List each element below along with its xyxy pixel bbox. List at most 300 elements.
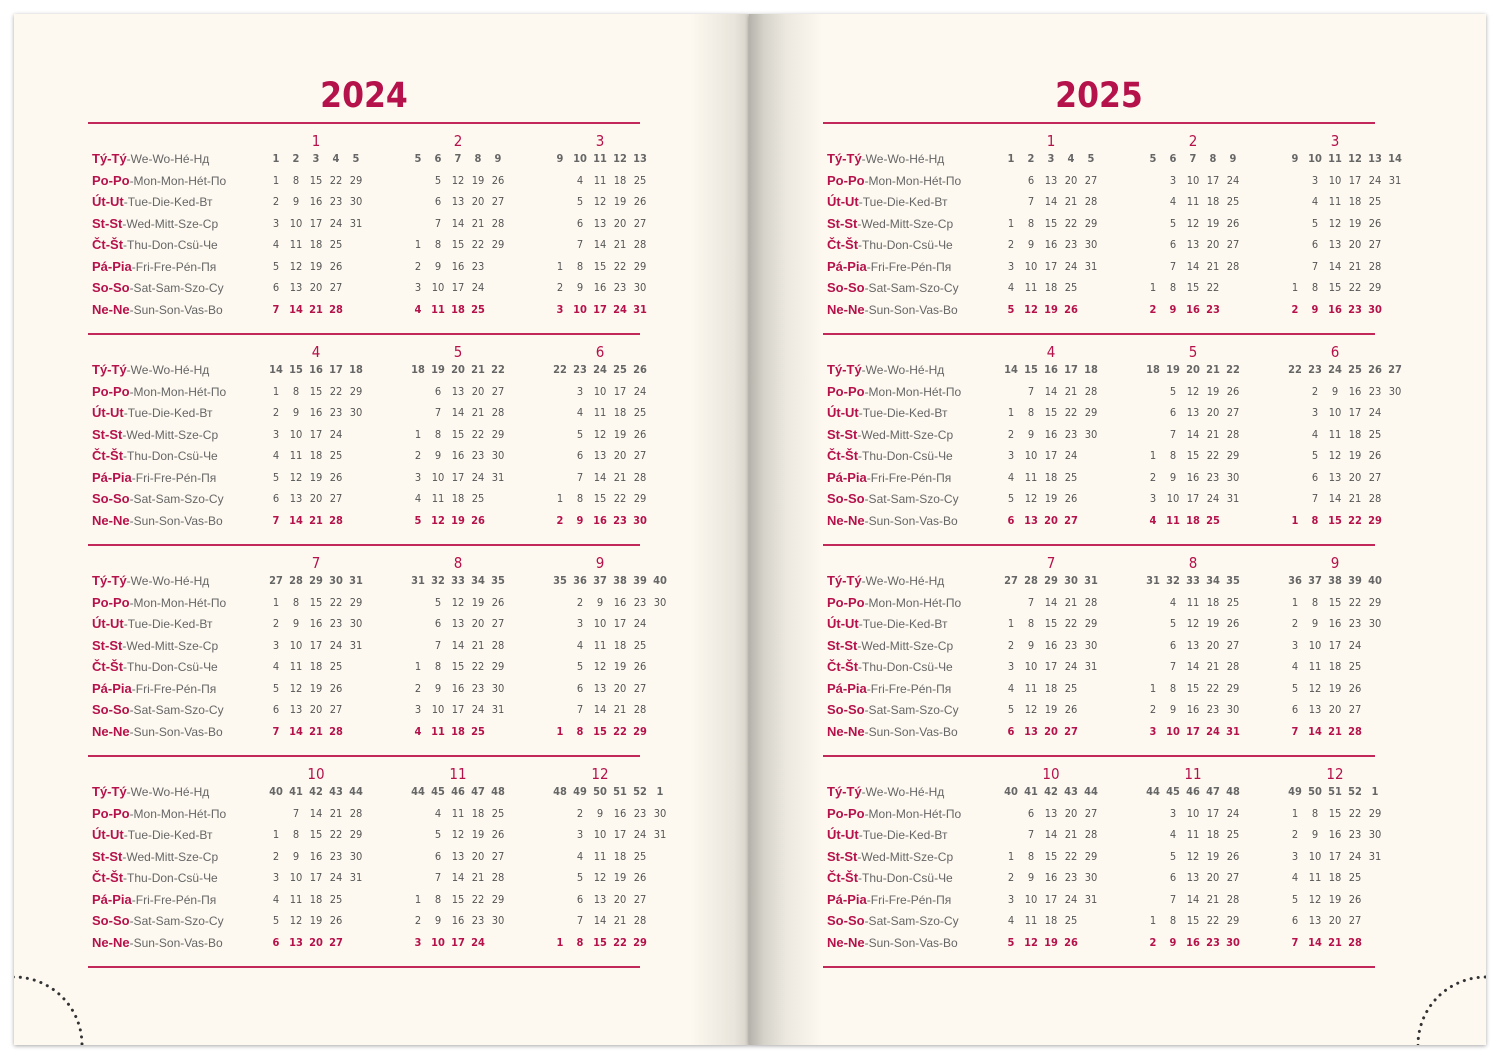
- date-cell: 6: [576, 892, 584, 906]
- month-number: 3: [595, 132, 605, 150]
- date-cell: 29: [1226, 681, 1240, 695]
- date-cell: 23: [613, 281, 627, 294]
- date-cell: 13: [451, 617, 465, 630]
- sunday-date: 29: [633, 724, 647, 738]
- date-cell: 16: [1328, 617, 1342, 630]
- date-cell: 6: [1169, 406, 1177, 419]
- week-number: 34: [1206, 574, 1220, 587]
- week-number: 2: [1027, 152, 1035, 165]
- weekday-label-czech: Út-Ut: [827, 827, 859, 842]
- week-number: 8: [1209, 152, 1217, 165]
- date-cell: 20: [1206, 638, 1220, 652]
- date-cell: 29: [1368, 281, 1382, 294]
- date-cell: 13: [1044, 173, 1058, 187]
- date-cell: 28: [1368, 492, 1382, 505]
- sunday-date: 4: [414, 724, 422, 738]
- date-cell: 19: [1206, 384, 1220, 398]
- quarter-rule: [823, 755, 1375, 757]
- date-cell: 25: [491, 806, 505, 820]
- date-cell: 21: [613, 914, 627, 927]
- date-cell: 21: [471, 216, 485, 230]
- date-cell: 17: [1206, 806, 1220, 820]
- date-cell: 12: [1186, 384, 1200, 398]
- date-cell: 17: [451, 281, 465, 294]
- date-cell: 20: [1206, 871, 1220, 884]
- date-cell: 14: [1044, 595, 1058, 609]
- weekday-label-czech: So-So: [827, 491, 865, 506]
- weekday-label-others: -Thu-Don-Csü-Че: [858, 449, 953, 463]
- date-cell: 29: [1084, 617, 1098, 630]
- date-cell: 23: [329, 406, 343, 419]
- date-cell: 16: [1044, 871, 1058, 884]
- date-cell: 13: [1186, 871, 1200, 884]
- weekday-legend: [827, 702, 959, 717]
- weekday-legend: [92, 935, 223, 950]
- date-cell: 25: [1348, 660, 1362, 673]
- week-number: 44: [1084, 785, 1098, 798]
- weekday-label-czech: So-So: [827, 702, 865, 717]
- date-cell: 4: [576, 406, 584, 419]
- week-number: 35: [491, 574, 505, 587]
- date-cell: 17: [1044, 660, 1058, 673]
- month-number: 6: [1330, 343, 1340, 361]
- date-cell: 25: [1064, 681, 1078, 695]
- weekday-label-czech: Pá-Pia: [827, 680, 867, 696]
- weekday-legend: [92, 151, 209, 166]
- date-cell: 25: [471, 492, 485, 505]
- date-cell: 24: [1368, 173, 1382, 187]
- date-cell: 11: [1308, 660, 1322, 673]
- weekday-label-others: -Tue-Die-Ked-Вт: [858, 406, 948, 420]
- date-cell: 20: [471, 195, 485, 208]
- date-cell: 27: [491, 617, 505, 630]
- date-cell: 6: [576, 216, 584, 230]
- date-cell: 14: [451, 871, 465, 884]
- weekday-label-czech: So-So: [827, 280, 865, 295]
- month-number: 4: [311, 343, 321, 361]
- weekday-legend: [92, 892, 216, 907]
- weekday-legend: [827, 659, 953, 674]
- date-cell: 17: [1328, 638, 1342, 652]
- date-cell: 11: [289, 892, 303, 906]
- date-cell: 15: [309, 828, 323, 841]
- date-cell: 30: [1388, 384, 1402, 398]
- weekday-legend: [92, 806, 226, 821]
- date-cell: 18: [1206, 595, 1220, 609]
- date-cell: 23: [329, 617, 343, 630]
- date-cell: 17: [309, 427, 323, 441]
- week-number: 36: [1288, 574, 1302, 587]
- weekday-label-others: -Fri-Fre-Pén-Пя: [866, 681, 952, 696]
- week-number: 5: [1087, 152, 1095, 165]
- date-cell: 5: [272, 914, 280, 927]
- date-cell: 9: [1169, 703, 1177, 716]
- date-cell: 12: [1024, 703, 1038, 716]
- date-cell: 28: [491, 406, 505, 419]
- date-cell: 18: [471, 806, 485, 820]
- weekday-label-czech: Út-Ut: [827, 405, 859, 420]
- date-cell: 6: [1291, 914, 1299, 927]
- date-cell: 11: [1186, 828, 1200, 841]
- date-cell: 23: [329, 195, 343, 208]
- date-cell: 10: [593, 384, 607, 398]
- sunday-date: 23: [1348, 302, 1362, 316]
- date-cell: 15: [1186, 281, 1200, 294]
- date-cell: 8: [434, 660, 442, 673]
- weekday-label-others: -Thu-Don-Csü-Че: [858, 871, 953, 885]
- weekday-label-others: -Wed-Mitt-Sze-Ср: [857, 427, 954, 442]
- week-number: 15: [1024, 363, 1038, 376]
- weekday-label-czech: Tý-Tý: [827, 362, 862, 377]
- weekday-label-czech: Út-Ut: [92, 827, 124, 842]
- weekday-label-others: -Fri-Fre-Pén-Пя: [866, 892, 952, 907]
- date-cell: 19: [1044, 492, 1058, 505]
- weekday-label-czech: Tý-Tý: [827, 151, 862, 166]
- week-number: 26: [633, 363, 647, 376]
- date-cell: 10: [431, 470, 445, 484]
- sunday-date: 15: [1328, 513, 1342, 527]
- date-cell: 10: [289, 427, 303, 441]
- weekday-legend: [827, 616, 947, 631]
- weekday-label-others: -We-Wo-Hé-Нд: [126, 574, 210, 588]
- sunday-date: 8: [576, 724, 584, 738]
- week-number: 26: [1368, 363, 1382, 376]
- date-cell: 4: [1007, 914, 1015, 927]
- date-cell: 18: [1044, 281, 1058, 294]
- weekday-label-czech: Čt-Št: [92, 659, 124, 674]
- date-cell: 4: [1311, 427, 1319, 441]
- sunday-date: 10: [431, 935, 445, 949]
- date-cell: 28: [1226, 259, 1240, 273]
- weekday-legend: [92, 573, 209, 588]
- week-number: 31: [1146, 574, 1160, 587]
- date-cell: 26: [329, 681, 343, 695]
- week-number: 14: [269, 363, 283, 376]
- sunday-date: 30: [1226, 935, 1240, 949]
- week-number: 11: [593, 152, 607, 165]
- week-number: 51: [613, 785, 627, 798]
- date-cell: 4: [576, 638, 584, 652]
- date-cell: 8: [1311, 806, 1319, 820]
- date-cell: 10: [1308, 638, 1322, 652]
- date-cell: 14: [1186, 892, 1200, 906]
- month-number: 8: [453, 554, 463, 572]
- date-cell: 8: [576, 492, 584, 505]
- date-cell: 7: [1169, 427, 1177, 441]
- date-cell: 29: [1368, 595, 1382, 609]
- date-cell: 20: [1328, 703, 1342, 716]
- date-cell: 1: [414, 238, 422, 251]
- quarter-rule: [88, 333, 640, 335]
- weekday-legend: [827, 513, 958, 528]
- weekday-legend: [827, 595, 961, 610]
- date-cell: 12: [451, 828, 465, 841]
- date-cell: 24: [1064, 892, 1078, 906]
- weekday-label-others: -Wed-Mitt-Sze-Ср: [122, 849, 219, 864]
- date-cell: 2: [272, 849, 280, 863]
- date-cell: 12: [289, 914, 303, 927]
- sunday-date: 22: [613, 935, 627, 949]
- date-cell: 16: [1044, 238, 1058, 251]
- date-cell: 23: [471, 914, 485, 927]
- date-cell: 27: [633, 681, 647, 695]
- right-page-2025: [749, 14, 1486, 1045]
- sunday-date: 6: [1007, 724, 1015, 738]
- date-cell: 19: [1044, 703, 1058, 716]
- weekday-label-others: -Sun-Son-Vas-Bo: [864, 513, 958, 528]
- date-cell: 7: [1027, 195, 1035, 208]
- weekday-label-czech: Čt-Št: [92, 237, 124, 252]
- weekday-label-czech: Po-Po: [827, 383, 865, 399]
- date-cell: 9: [596, 595, 604, 609]
- date-cell: 26: [1226, 849, 1240, 863]
- week-number: 18: [1084, 363, 1098, 376]
- date-cell: 8: [1027, 406, 1035, 419]
- weekday-legend: [827, 302, 958, 317]
- sunday-date: 30: [633, 513, 647, 527]
- date-cell: 12: [593, 427, 607, 441]
- weekday-label-others: -Mon-Mon-Hét-По: [864, 384, 962, 399]
- date-cell: 14: [309, 806, 323, 820]
- weekday-label-czech: Tý-Tý: [827, 573, 862, 588]
- weekday-label-czech: Po-Po: [92, 805, 130, 821]
- sunday-date: 22: [613, 724, 627, 738]
- date-cell: 21: [1064, 384, 1078, 398]
- date-cell: 5: [576, 660, 584, 673]
- date-cell: 15: [1328, 281, 1342, 294]
- date-cell: 3: [1007, 892, 1015, 906]
- date-cell: 6: [1291, 703, 1299, 716]
- date-cell: 16: [1186, 470, 1200, 484]
- date-cell: 21: [471, 638, 485, 652]
- date-cell: 18: [613, 849, 627, 863]
- weekday-legend: [92, 784, 209, 799]
- month-number: 11: [449, 765, 467, 783]
- date-cell: 7: [576, 238, 584, 251]
- month-number: 7: [311, 554, 321, 572]
- weekday-label-czech: Po-Po: [92, 594, 130, 610]
- date-cell: 22: [471, 238, 485, 251]
- weekday-legend: [92, 913, 224, 928]
- date-cell: 18: [613, 638, 627, 652]
- week-number: 27: [1004, 574, 1018, 587]
- date-cell: 28: [1084, 195, 1098, 208]
- date-cell: 18: [1044, 914, 1058, 927]
- week-number: 9: [1229, 152, 1237, 165]
- sunday-date: 11: [431, 724, 445, 738]
- week-number: 44: [1146, 785, 1160, 798]
- date-cell: 8: [1311, 281, 1319, 294]
- date-cell: 28: [1084, 384, 1098, 398]
- date-cell: 22: [471, 892, 485, 906]
- date-cell: 18: [1328, 660, 1342, 673]
- date-cell: 22: [471, 427, 485, 441]
- date-cell: 13: [451, 384, 465, 398]
- date-cell: 2: [1291, 828, 1299, 841]
- date-cell: 8: [292, 595, 300, 609]
- week-number: 10: [573, 152, 587, 165]
- date-cell: 9: [1331, 384, 1339, 398]
- date-cell: 22: [471, 660, 485, 673]
- week-number: 22: [1226, 363, 1240, 376]
- sunday-date: 9: [576, 513, 584, 527]
- date-cell: 18: [451, 492, 465, 505]
- date-cell: 30: [491, 449, 505, 462]
- weekday-label-others: -Mon-Mon-Hét-По: [129, 806, 227, 821]
- sunday-date: 12: [1024, 302, 1038, 316]
- date-cell: 20: [1206, 238, 1220, 251]
- date-cell: 10: [1186, 806, 1200, 820]
- sunday-date: 15: [593, 935, 607, 949]
- date-cell: 4: [1169, 595, 1177, 609]
- date-cell: 25: [329, 449, 343, 462]
- date-cell: 3: [1291, 849, 1299, 863]
- date-cell: 12: [1186, 849, 1200, 863]
- date-cell: 12: [1328, 449, 1342, 462]
- date-cell: 19: [613, 195, 627, 208]
- date-cell: 20: [1348, 238, 1362, 251]
- month-number: 9: [1330, 554, 1340, 572]
- date-cell: 24: [1226, 173, 1240, 187]
- date-cell: 7: [1027, 595, 1035, 609]
- weekday-label-czech: St-St: [827, 848, 858, 864]
- weekday-label-czech: Ne-Ne: [92, 301, 130, 317]
- date-cell: 20: [613, 892, 627, 906]
- date-cell: 28: [1226, 427, 1240, 441]
- weekday-legend: [92, 681, 216, 696]
- date-cell: 23: [1064, 238, 1078, 251]
- date-cell: 24: [1226, 806, 1240, 820]
- date-cell: 3: [576, 617, 584, 630]
- date-cell: 18: [1328, 871, 1342, 884]
- date-cell: 13: [1044, 806, 1058, 820]
- date-cell: 20: [613, 216, 627, 230]
- week-number: 1: [1007, 152, 1015, 165]
- date-cell: 26: [491, 173, 505, 187]
- date-cell: 4: [1007, 470, 1015, 484]
- date-cell: 20: [613, 681, 627, 695]
- weekday-label-czech: St-St: [827, 637, 858, 653]
- date-cell: 19: [1348, 449, 1362, 462]
- date-cell: 24: [1368, 406, 1382, 419]
- sunday-date: 7: [272, 513, 280, 527]
- date-cell: 4: [1007, 681, 1015, 695]
- date-cell: 21: [613, 470, 627, 484]
- sunday-date: 9: [1169, 302, 1177, 316]
- weekday-label-czech: Čt-Št: [92, 448, 124, 463]
- date-cell: 24: [329, 427, 343, 441]
- week-number: 25: [613, 363, 627, 376]
- date-cell: 31: [1084, 259, 1098, 273]
- date-cell: 15: [1186, 914, 1200, 927]
- date-cell: 24: [633, 828, 647, 841]
- date-cell: 25: [1064, 281, 1078, 294]
- date-cell: 1: [414, 660, 422, 673]
- date-cell: 11: [593, 406, 607, 419]
- weekday-legend: [92, 470, 216, 485]
- week-number: 31: [349, 574, 363, 587]
- weekday-label-others: -Sat-Sam-Szo-Cy: [864, 492, 959, 506]
- sunday-date: 2: [1291, 302, 1299, 316]
- date-cell: 16: [309, 849, 323, 863]
- sunday-date: 8: [1311, 513, 1319, 527]
- date-cell: 19: [613, 427, 627, 441]
- date-cell: 10: [1024, 892, 1038, 906]
- date-cell: 27: [1348, 703, 1362, 716]
- date-cell: 23: [1348, 617, 1362, 630]
- date-cell: 31: [1226, 492, 1240, 505]
- date-cell: 29: [491, 238, 505, 251]
- sunday-date: 2: [1149, 302, 1157, 316]
- week-number: 16: [1044, 363, 1058, 376]
- date-cell: 23: [1064, 427, 1078, 441]
- weekday-label-czech: So-So: [827, 913, 865, 928]
- sunday-date: 24: [471, 935, 485, 949]
- date-cell: 12: [1308, 892, 1322, 906]
- date-cell: 2: [1149, 703, 1157, 716]
- date-cell: 21: [1064, 828, 1078, 841]
- date-cell: 4: [576, 849, 584, 863]
- week-number: 19: [1166, 363, 1180, 376]
- weekday-label-czech: Tý-Tý: [92, 784, 127, 799]
- date-cell: 23: [471, 259, 485, 273]
- week-number: 7: [454, 152, 462, 165]
- quarter-rule: [823, 122, 1375, 124]
- date-cell: 13: [451, 195, 465, 208]
- date-cell: 2: [272, 406, 280, 419]
- date-cell: 24: [1064, 660, 1078, 673]
- date-cell: 6: [1027, 806, 1035, 820]
- date-cell: 15: [1044, 406, 1058, 419]
- week-number: 42: [309, 785, 323, 798]
- date-cell: 16: [1186, 703, 1200, 716]
- date-cell: 19: [309, 914, 323, 927]
- sunday-date: 7: [1291, 724, 1299, 738]
- date-cell: 21: [1206, 259, 1220, 273]
- date-cell: 10: [289, 871, 303, 884]
- date-cell: 30: [491, 681, 505, 695]
- weekday-label-others: -Wed-Mitt-Sze-Ср: [122, 638, 219, 653]
- date-cell: 30: [349, 849, 363, 863]
- date-cell: 22: [1064, 617, 1078, 630]
- week-number: 39: [633, 574, 647, 587]
- date-cell: 3: [576, 828, 584, 841]
- weekday-label-czech: Pá-Pia: [827, 891, 867, 907]
- date-cell: 5: [1169, 849, 1177, 863]
- sunday-date: 21: [1328, 724, 1342, 738]
- date-cell: 11: [1024, 281, 1038, 294]
- date-cell: 8: [1311, 595, 1319, 609]
- date-cell: 23: [1206, 703, 1220, 716]
- week-number: 35: [1226, 574, 1240, 587]
- weekday-legend: [827, 448, 953, 463]
- date-cell: 1: [1007, 617, 1015, 630]
- week-number: 32: [1166, 574, 1180, 587]
- sunday-date: 21: [1328, 935, 1342, 949]
- date-cell: 13: [593, 216, 607, 230]
- date-cell: 6: [272, 492, 280, 505]
- date-cell: 6: [1169, 638, 1177, 652]
- week-number: 24: [593, 363, 607, 376]
- weekday-legend: [827, 259, 951, 274]
- date-cell: 18: [1044, 681, 1058, 695]
- date-cell: 23: [633, 806, 647, 820]
- week-number: 8: [474, 152, 482, 165]
- sunday-date: 14: [1308, 935, 1322, 949]
- date-cell: 1: [272, 595, 280, 609]
- date-cell: 31: [349, 638, 363, 652]
- date-cell: 14: [1186, 427, 1200, 441]
